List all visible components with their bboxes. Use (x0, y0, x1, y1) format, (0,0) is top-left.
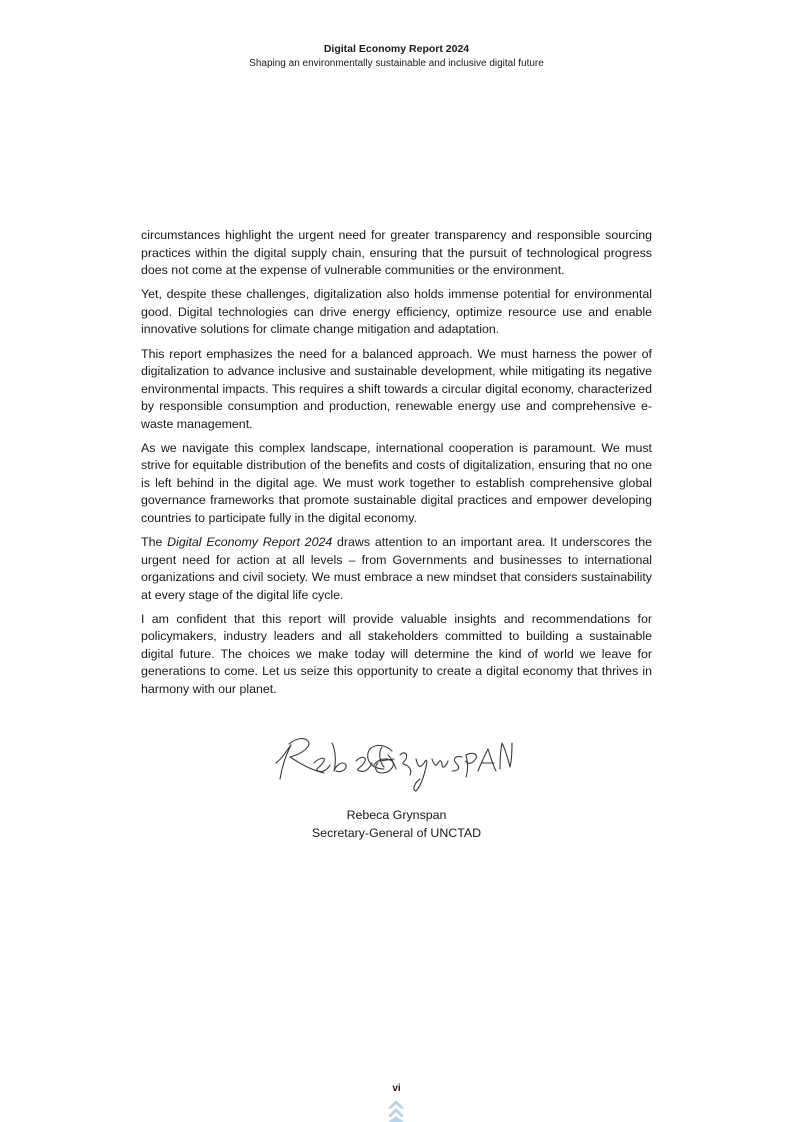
scroll-up-icon[interactable] (386, 1098, 406, 1122)
page-number: vi (392, 1083, 401, 1094)
paragraph-3: This report emphasizes the need for a balanced approach. We must harness the power of digitalization to advance inclusive and sustainable development, while mitigating its negative environmental impacts. This requires a shift towards a circular digital economy, characterized by responsible consumption and production, renewable energy use and comprehensive e-waste management. (141, 346, 652, 431)
report-subtitle: Shaping an environmentally sustainable and inclusive digital future (249, 58, 544, 69)
paragraph-5 (141, 534, 652, 604)
paragraph-6: I am confident that this report will provide valuable insights and recommendations for policymakers, industry leaders and all stakeholders committed to building a sustainable digital future. The choices we make today will determine the kind of world we leave for generations to come. Let us seize this opportunity to create a digital economy that thrives in harmony with our planet. (141, 611, 652, 696)
handwritten-signature (270, 733, 515, 795)
paragraph-4: As we navigate this complex landscape, international cooperation is paramount. We must strive for equitable distribution of the benefits and costs of digitalization, ensuring that no one is left behind in the digital age. We must work together to establish comprehensive global governance frameworks that promote sustainable digital practices and empower developing countries to participate fully in the digital economy. (141, 440, 652, 525)
foreword-body (141, 227, 652, 705)
paragraph-5-rest: draws attention to an important area. It underscores the urgent need for action at all levels – from Governments and businesses to international organizations and civil society. We must embrace a new mindset that considers sustainability at every stage of the digital life cycle. (141, 535, 652, 602)
paragraph-2: Yet, despite these challenges, digitalization also holds immense potential for environmental good. Digital technologies can drive energy efficiency, optimize resource use and enable innovative solutions for climate change mitigation and adaptation. (141, 287, 652, 337)
signatory-block (0, 806, 793, 842)
signatory-title: Secretary-General of UNCTAD (311, 826, 482, 840)
running-header (0, 42, 793, 71)
paragraph-1: circumstances highlight the urgent need for greater transparency and responsible sourcing practices within the digital supply chain, ensuring that the pursuit of technological progress does not come at the expense of vulnerable communities or the environment. (141, 228, 652, 277)
report-title-italic: Digital Economy Report 2024 (167, 535, 333, 550)
paragraph-5-lead: The (141, 535, 168, 550)
signatory-name: Rebeca Grynspan (346, 808, 447, 822)
report-title: Digital Economy Report 2024 (323, 43, 470, 55)
